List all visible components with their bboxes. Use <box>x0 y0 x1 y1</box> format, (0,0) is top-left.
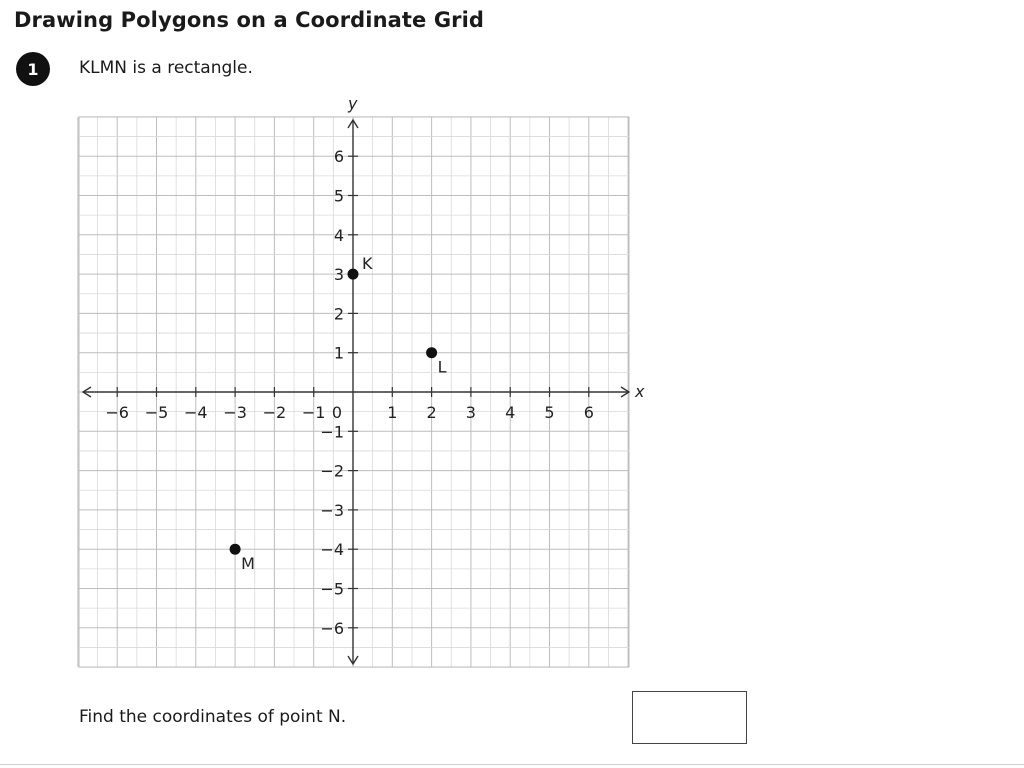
x-tick-label: 3 <box>465 403 476 422</box>
question-text: KLMN is a rectangle. <box>79 58 253 78</box>
point-label-l: L <box>437 357 447 377</box>
x-tick-label: 6 <box>583 403 594 422</box>
x-tick-label: 1 <box>387 403 398 422</box>
answer-input-box[interactable] <box>632 691 747 744</box>
x-tick-label: 5 <box>544 403 555 422</box>
point-l <box>426 347 437 358</box>
question-number: 1 <box>27 59 39 79</box>
point-m <box>230 544 241 555</box>
x-tick-label: 4 <box>505 403 516 422</box>
x-tick-label: −2 <box>262 403 287 422</box>
y-tick-label: 4 <box>333 225 344 245</box>
point-label-m: M <box>241 554 255 574</box>
y-tick-label: 6 <box>333 147 344 167</box>
y-tick-label: 1 <box>333 343 344 363</box>
x-tick-label: −6 <box>105 403 129 422</box>
x-tick-label: −5 <box>144 403 169 422</box>
y-tick-label: 2 <box>333 304 344 324</box>
point-label-k: K <box>362 254 373 274</box>
y-tick-label: −5 <box>320 579 344 599</box>
y-tick-label: −6 <box>320 618 344 638</box>
y-tick-label: 3 <box>333 265 344 285</box>
point-k <box>348 269 359 280</box>
x-tick-label: 2 <box>426 403 437 422</box>
origin-label: 0 <box>331 403 343 422</box>
y-tick-label: −4 <box>320 540 344 560</box>
y-tick-label: −3 <box>320 500 344 520</box>
y-tick-label: 5 <box>333 186 344 206</box>
bottom-divider <box>0 764 1024 765</box>
y-tick-label: −2 <box>320 461 344 481</box>
question-prompt: Find the coordinates of point N. <box>79 707 347 727</box>
x-tick-label: −3 <box>223 403 247 422</box>
y-axis-label: y <box>348 94 358 113</box>
x-axis-label: x <box>635 382 645 401</box>
x-tick-label: −4 <box>184 403 208 422</box>
x-tick-label: −1 <box>301 403 326 422</box>
page-title: Drawing Polygons on a Coordinate Grid <box>14 8 485 32</box>
y-tick-label: −1 <box>320 422 344 442</box>
